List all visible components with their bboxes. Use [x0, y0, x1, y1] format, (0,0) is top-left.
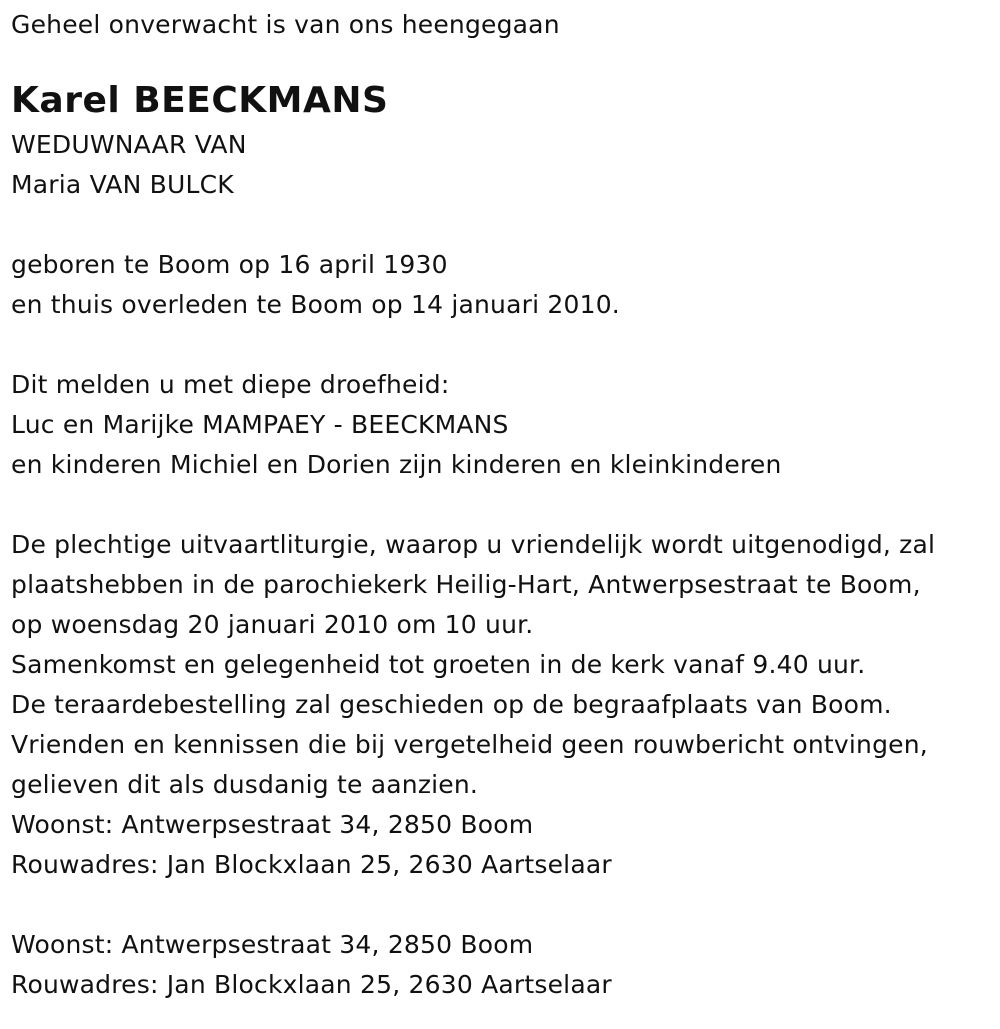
- death-notice: [11, 5, 991, 1005]
- ceremony-line: Samenkomst en gelegenheid tot groeten in de kerk vanaf 9.40 uur.: [11, 650, 866, 679]
- ceremony-line: Woonst: Antwerpsestraat 34, 2850 Boom: [11, 810, 534, 839]
- spouse-name: Maria VAN BULCK: [11, 170, 234, 199]
- intro-text: Geheel onverwacht is van ons heengegaan: [11, 10, 560, 39]
- spacer: [11, 325, 991, 365]
- ceremony-line: Rouwadres: Jan Blockxlaan 25, 2630 Aartselaar: [11, 850, 612, 879]
- family-line: en kinderen Michiel en Dorien zijn kinderen en kleinkinderen: [11, 450, 782, 479]
- birth-text: geboren te Boom op 16 april 1930: [11, 250, 448, 279]
- spacer: [11, 205, 991, 245]
- deceased-name: Karel BEECKMANS: [11, 80, 389, 121]
- spacer: [11, 485, 991, 525]
- ceremony-line: De plechtige uitvaartliturgie, waarop u vriendelijk wordt uitgenodigd, zal: [11, 530, 936, 559]
- family-line: Luc en Marijke MAMPAEY - BEECKMANS: [11, 410, 509, 439]
- ceremony-line: gelieven dit als dusdanig te aanzien.: [11, 770, 479, 799]
- ceremony-line: plaatshebben in de parochiekerk Heilig-Hart, Antwerpsestraat te Boom,: [11, 570, 921, 599]
- residence-address: Woonst: Antwerpsestraat 34, 2850 Boom: [11, 930, 534, 959]
- spacer: [11, 45, 991, 77]
- ceremony-line: Vrienden en kennissen die bij vergetelheid geen rouwbericht ontvingen,: [11, 730, 928, 759]
- spacer: [11, 885, 991, 925]
- mourning-address: Rouwadres: Jan Blockxlaan 25, 2630 Aartselaar: [11, 970, 612, 999]
- death-text: en thuis overleden te Boom op 14 januari 2010.: [11, 290, 620, 319]
- announcement-text: Dit melden u met diepe droefheid:: [11, 370, 450, 399]
- ceremony-line: op woensdag 20 januari 2010 om 10 uur.: [11, 610, 534, 639]
- relation-text: WEDUWNAAR VAN: [11, 130, 247, 159]
- ceremony-line: De teraardebestelling zal geschieden op de begraafplaats van Boom.: [11, 690, 892, 719]
